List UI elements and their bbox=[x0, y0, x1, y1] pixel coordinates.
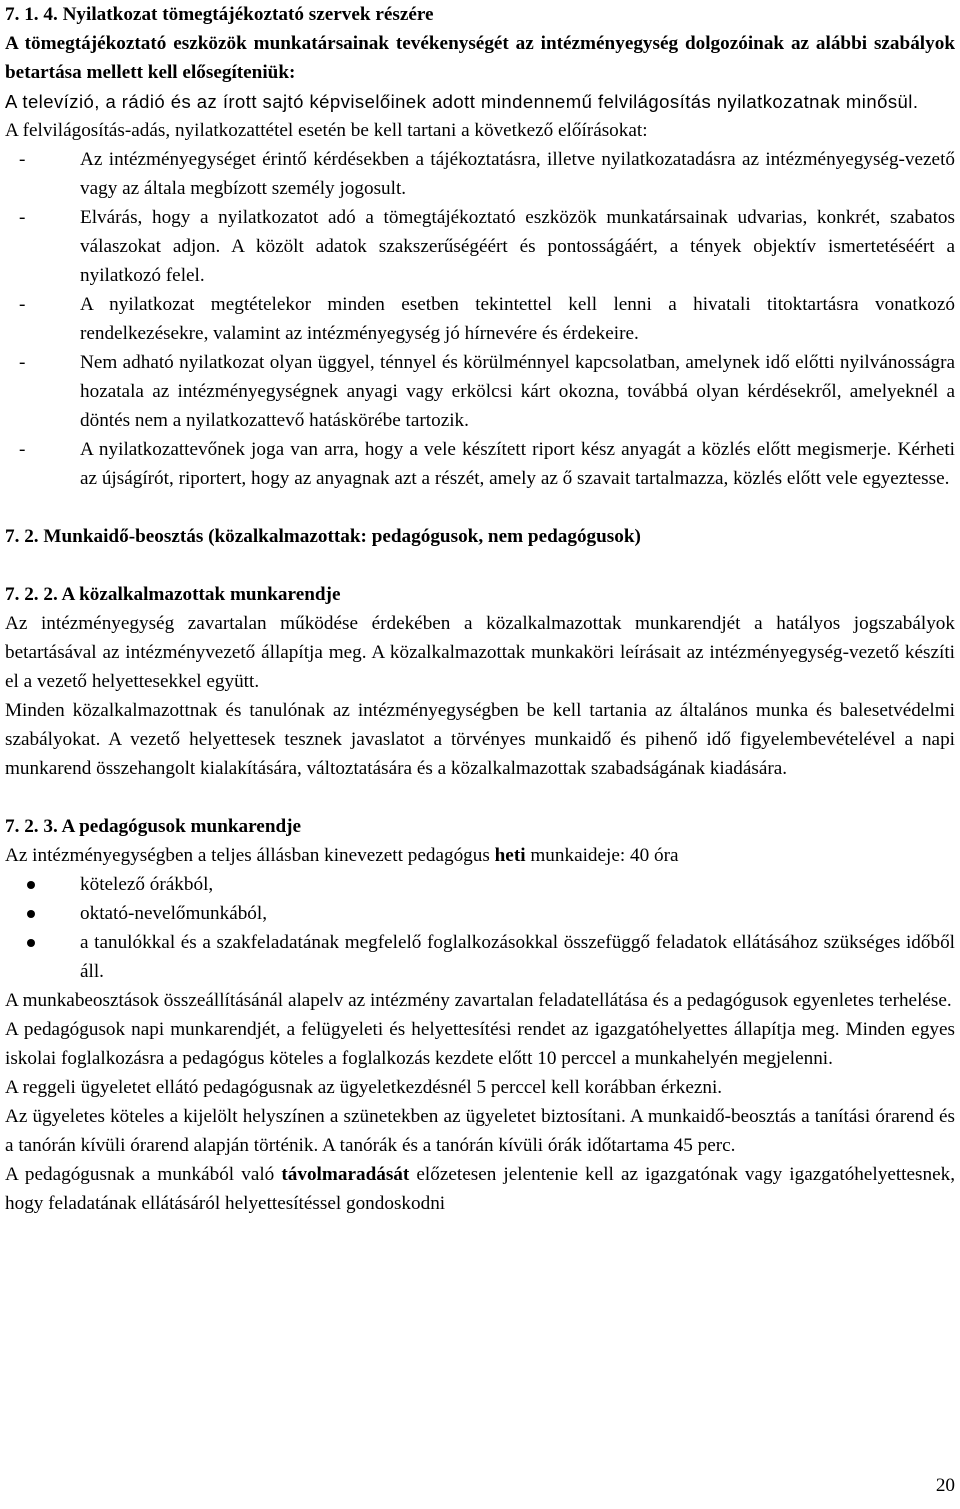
list-item bbox=[5, 928, 955, 986]
spacer bbox=[5, 493, 955, 522]
rule-text: Elvárás, hogy a nyilatkozatot adó a tömegtájékoztató eszközök munkatársainak udvarias, konkrét, szabatos válaszokat adjon. A közölt adatok szakszerűségéért és pontosságáért, a tények objektív ismertetéséért a nyilatkozó felel. bbox=[80, 207, 955, 286]
working-hours-lead bbox=[5, 841, 955, 870]
paragraph: A munkabeosztások összeállításánál alapelv az intézmény zavartalan feladatellátása és a pedagógusok egyenletes terhelése. bbox=[5, 990, 952, 1011]
list-item-text: kötelező órákból, bbox=[80, 874, 214, 895]
heading-number: 7. 2. 3. bbox=[5, 816, 58, 837]
dash-marker: - bbox=[19, 149, 26, 170]
text-run-bold: távolmaradását bbox=[281, 1164, 410, 1185]
paragraph: A pedagógusok napi munkarendjét, a felügyeleti és helyettesítési rendet az igazgatóhelyettes állapítja meg. Minden egyes iskolai foglalkozásra a pedagógus köteles a foglalkozás kezdete előtt 10 perccel a munkahelyén megjelenni. bbox=[5, 1019, 955, 1069]
rule-item bbox=[5, 203, 955, 290]
section-heading-7-1-4: 7. 1. 4. Nyilatkozat tömegtájékoztató szervek részére bbox=[5, 4, 434, 25]
bullet-icon bbox=[27, 881, 35, 889]
text-run-bold: heti bbox=[494, 845, 526, 866]
rule-text: Az intézményegységet érintő kérdésekben a tájékoztatásra, illetve nyilatkozatadásra az intézményegység-vezető vagy az általa megbízott személy jogosult. bbox=[80, 149, 955, 199]
rule-item bbox=[5, 435, 955, 493]
working-hours-list bbox=[5, 870, 955, 986]
rules-list bbox=[5, 145, 955, 493]
section-heading-7-2-2 bbox=[5, 580, 955, 609]
section-intro: A tömegtájékoztató eszközök munkatársainak tevékenységét az intézményegység dolgozóinak az alábbi szabályok betartása mellett kell elősegíteniük: bbox=[5, 33, 955, 83]
list-item-text: a tanulókkal és a szakfeladatának megfelelő foglalkozásokkal összefüggő feladatok ellátásához szükséges időből áll. bbox=[80, 932, 955, 982]
rule-item bbox=[5, 348, 955, 435]
dash-marker: - bbox=[19, 439, 26, 460]
rules-lead: A felvilágosítás-adás, nyilatkozattétel esetén be kell tartani a következő előírásokat: bbox=[5, 120, 648, 141]
paragraph: Az intézményegység zavartalan működése érdekében a közalkalmazottak munkarendjét a hatályos jogszabályok betartásával az intézményvezető állapítja meg. A közalkalmazottak munkaköri leírásait az intézményegység-vezető készíti el a vezető helyettesekkel együtt. bbox=[5, 613, 955, 692]
section-heading-7-2-3 bbox=[5, 812, 955, 841]
text-run: előzetesen jelentenie kell az igazgatónak vagy igazgatóhelyettesnek, hogy feladatának ellátásáról helyettesítéssel gondoskodni bbox=[5, 1164, 955, 1214]
paragraph bbox=[5, 1160, 955, 1218]
spacer bbox=[5, 551, 955, 580]
paragraph: Minden közalkalmazottnak és tanulónak az intézményegységben be kell tartania az általános munka és balesetvédelmi szabályokat. A vezető helyettesek tesznek javaslatot a törvényes munkaidő és pihenő idő figyelembevételével a napi munkarend összehangolt kialakítására, változtatására és a közalkalmazottak szabadságának kiadására. bbox=[5, 700, 955, 779]
document-page bbox=[5, 0, 955, 1218]
paragraph: A reggeli ügyeletet ellátó pedagógusnak az ügyeletkezdésnél 5 perccel kell korábban érkezni. bbox=[5, 1077, 723, 1098]
list-item-text: oktató-nevelőmunkából, bbox=[80, 903, 268, 924]
dash-marker: - bbox=[19, 294, 26, 315]
section-heading-7-2: 7. 2. Munkaidő-beosztás (közalkalmazottak: pedagógusok, nem pedagógusok) bbox=[5, 526, 641, 547]
list-item bbox=[5, 870, 955, 899]
text-run: A pedagógusnak a munkából való bbox=[5, 1164, 282, 1185]
heading-text: A pedagógusok munkarendje bbox=[61, 816, 302, 837]
text-run: munkaideje: 40 óra bbox=[525, 845, 679, 866]
list-item bbox=[5, 899, 955, 928]
spacer bbox=[5, 783, 955, 812]
rule-item bbox=[5, 290, 955, 348]
rule-text: Nem adható nyilatkozat olyan üggyel, ténnyel és körülménnyel kapcsolatban, amelynek idő előtti nyilvánosságra hozatala az intézményegységnek anyagi vagy erkölcsi kárt okozna, továbbá olyan kérdésekről, amelyeknél a döntés nem a nyilatkozattevő hatáskörébe tartozik. bbox=[80, 352, 955, 431]
paragraph: Az ügyeletes köteles a kijelölt helyszínen a szünetekben az ügyeletet biztosítani. A munkaidő-beosztás a tanítási órarend és a tanórán kívüli órarend alapján történik. A tanórák és a tanórán kívüli órák időtartama 45 perc. bbox=[5, 1106, 955, 1156]
bullet-icon bbox=[27, 939, 35, 947]
rule-item bbox=[5, 145, 955, 203]
rule-text: A nyilatkozattevőnek joga van arra, hogy a vele készített riport kész anyagát a közlés előtt megismerje. Kérheti az újságírót, riportert, hogy az anyagnak azt a részét, amely az ő szavait tartalmazza, közlés előtt vele egyeztesse. bbox=[80, 439, 955, 489]
bullet-icon bbox=[27, 910, 35, 918]
heading-number: 7. 2. 2. bbox=[5, 584, 58, 605]
rule-text: A nyilatkozat megtételekor minden esetben tekintettel kell lenni a hivatali titoktartásra vonatkozó rendelkezésekre, valamint az intézményegység jó hírnevére és érdekeire. bbox=[80, 294, 955, 344]
dash-marker: - bbox=[19, 207, 26, 228]
section-intro-definition: A televízió, a rádió és az írott sajtó képviselőinek adott mindennemű felvilágosítás nyilatkozatnak minősül. bbox=[5, 91, 919, 112]
heading-text: A közalkalmazottak munkarendje bbox=[61, 584, 341, 605]
text-run: Az intézményegységben a teljes állásban kinevezett pedagógus bbox=[5, 845, 495, 866]
dash-marker: - bbox=[19, 352, 26, 373]
page-number: 20 bbox=[935, 1475, 955, 1496]
